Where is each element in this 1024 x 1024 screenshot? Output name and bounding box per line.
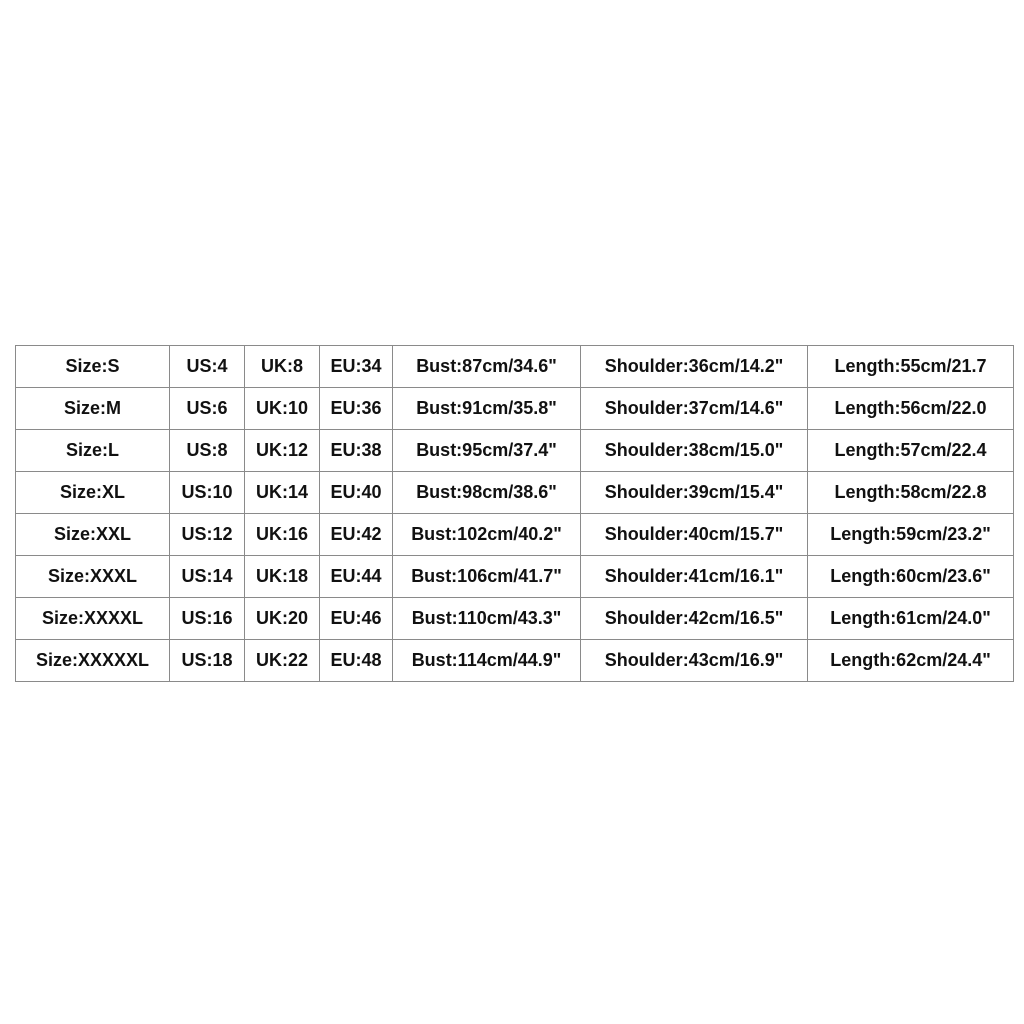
eu-size-cell: EU:44 bbox=[320, 556, 393, 598]
uk-size-cell: UK:14 bbox=[245, 472, 320, 514]
us-size-cell: US:4 bbox=[170, 346, 245, 388]
shoulder-cell: Shoulder:38cm/15.0" bbox=[581, 430, 808, 472]
eu-size-cell: EU:48 bbox=[320, 640, 393, 682]
uk-size-cell: UK:10 bbox=[245, 388, 320, 430]
size-cell: Size:M bbox=[16, 388, 170, 430]
table-row bbox=[16, 514, 1014, 556]
size-cell: Size:XL bbox=[16, 472, 170, 514]
bust-cell: Bust:114cm/44.9" bbox=[393, 640, 581, 682]
bust-cell: Bust:98cm/38.6" bbox=[393, 472, 581, 514]
eu-size-cell: EU:34 bbox=[320, 346, 393, 388]
uk-size-cell: UK:16 bbox=[245, 514, 320, 556]
eu-size-cell: EU:46 bbox=[320, 598, 393, 640]
size-cell: Size:S bbox=[16, 346, 170, 388]
size-cell: Size:XXL bbox=[16, 514, 170, 556]
size-cell: Size:XXXXXL bbox=[16, 640, 170, 682]
table-row bbox=[16, 640, 1014, 682]
us-size-cell: US:16 bbox=[170, 598, 245, 640]
uk-size-cell: UK:8 bbox=[245, 346, 320, 388]
eu-size-cell: EU:40 bbox=[320, 472, 393, 514]
uk-size-cell: UK:20 bbox=[245, 598, 320, 640]
bust-cell: Bust:95cm/37.4" bbox=[393, 430, 581, 472]
shoulder-cell: Shoulder:36cm/14.2" bbox=[581, 346, 808, 388]
table-row bbox=[16, 472, 1014, 514]
length-cell: Length:57cm/22.4 bbox=[808, 430, 1014, 472]
us-size-cell: US:12 bbox=[170, 514, 245, 556]
uk-size-cell: UK:12 bbox=[245, 430, 320, 472]
size-cell: Size:XXXXL bbox=[16, 598, 170, 640]
uk-size-cell: UK:18 bbox=[245, 556, 320, 598]
us-size-cell: US:10 bbox=[170, 472, 245, 514]
shoulder-cell: Shoulder:43cm/16.9" bbox=[581, 640, 808, 682]
shoulder-cell: Shoulder:40cm/15.7" bbox=[581, 514, 808, 556]
size-cell: Size:L bbox=[16, 430, 170, 472]
us-size-cell: US:14 bbox=[170, 556, 245, 598]
shoulder-cell: Shoulder:42cm/16.5" bbox=[581, 598, 808, 640]
table-row bbox=[16, 346, 1014, 388]
table-row bbox=[16, 598, 1014, 640]
bust-cell: Bust:110cm/43.3" bbox=[393, 598, 581, 640]
table-row bbox=[16, 430, 1014, 472]
length-cell: Length:59cm/23.2" bbox=[808, 514, 1014, 556]
bust-cell: Bust:102cm/40.2" bbox=[393, 514, 581, 556]
bust-cell: Bust:106cm/41.7" bbox=[393, 556, 581, 598]
size-cell: Size:XXXL bbox=[16, 556, 170, 598]
shoulder-cell: Shoulder:39cm/15.4" bbox=[581, 472, 808, 514]
us-size-cell: US:8 bbox=[170, 430, 245, 472]
length-cell: Length:60cm/23.6" bbox=[808, 556, 1014, 598]
uk-size-cell: UK:22 bbox=[245, 640, 320, 682]
length-cell: Length:55cm/21.7 bbox=[808, 346, 1014, 388]
bust-cell: Bust:87cm/34.6" bbox=[393, 346, 581, 388]
length-cell: Length:61cm/24.0" bbox=[808, 598, 1014, 640]
length-cell: Length:62cm/24.4" bbox=[808, 640, 1014, 682]
length-cell: Length:58cm/22.8 bbox=[808, 472, 1014, 514]
eu-size-cell: EU:38 bbox=[320, 430, 393, 472]
size-chart-table bbox=[15, 345, 1014, 682]
length-cell: Length:56cm/22.0 bbox=[808, 388, 1014, 430]
us-size-cell: US:18 bbox=[170, 640, 245, 682]
us-size-cell: US:6 bbox=[170, 388, 245, 430]
table-row bbox=[16, 556, 1014, 598]
eu-size-cell: EU:36 bbox=[320, 388, 393, 430]
shoulder-cell: Shoulder:37cm/14.6" bbox=[581, 388, 808, 430]
table-row bbox=[16, 388, 1014, 430]
bust-cell: Bust:91cm/35.8" bbox=[393, 388, 581, 430]
eu-size-cell: EU:42 bbox=[320, 514, 393, 556]
shoulder-cell: Shoulder:41cm/16.1" bbox=[581, 556, 808, 598]
